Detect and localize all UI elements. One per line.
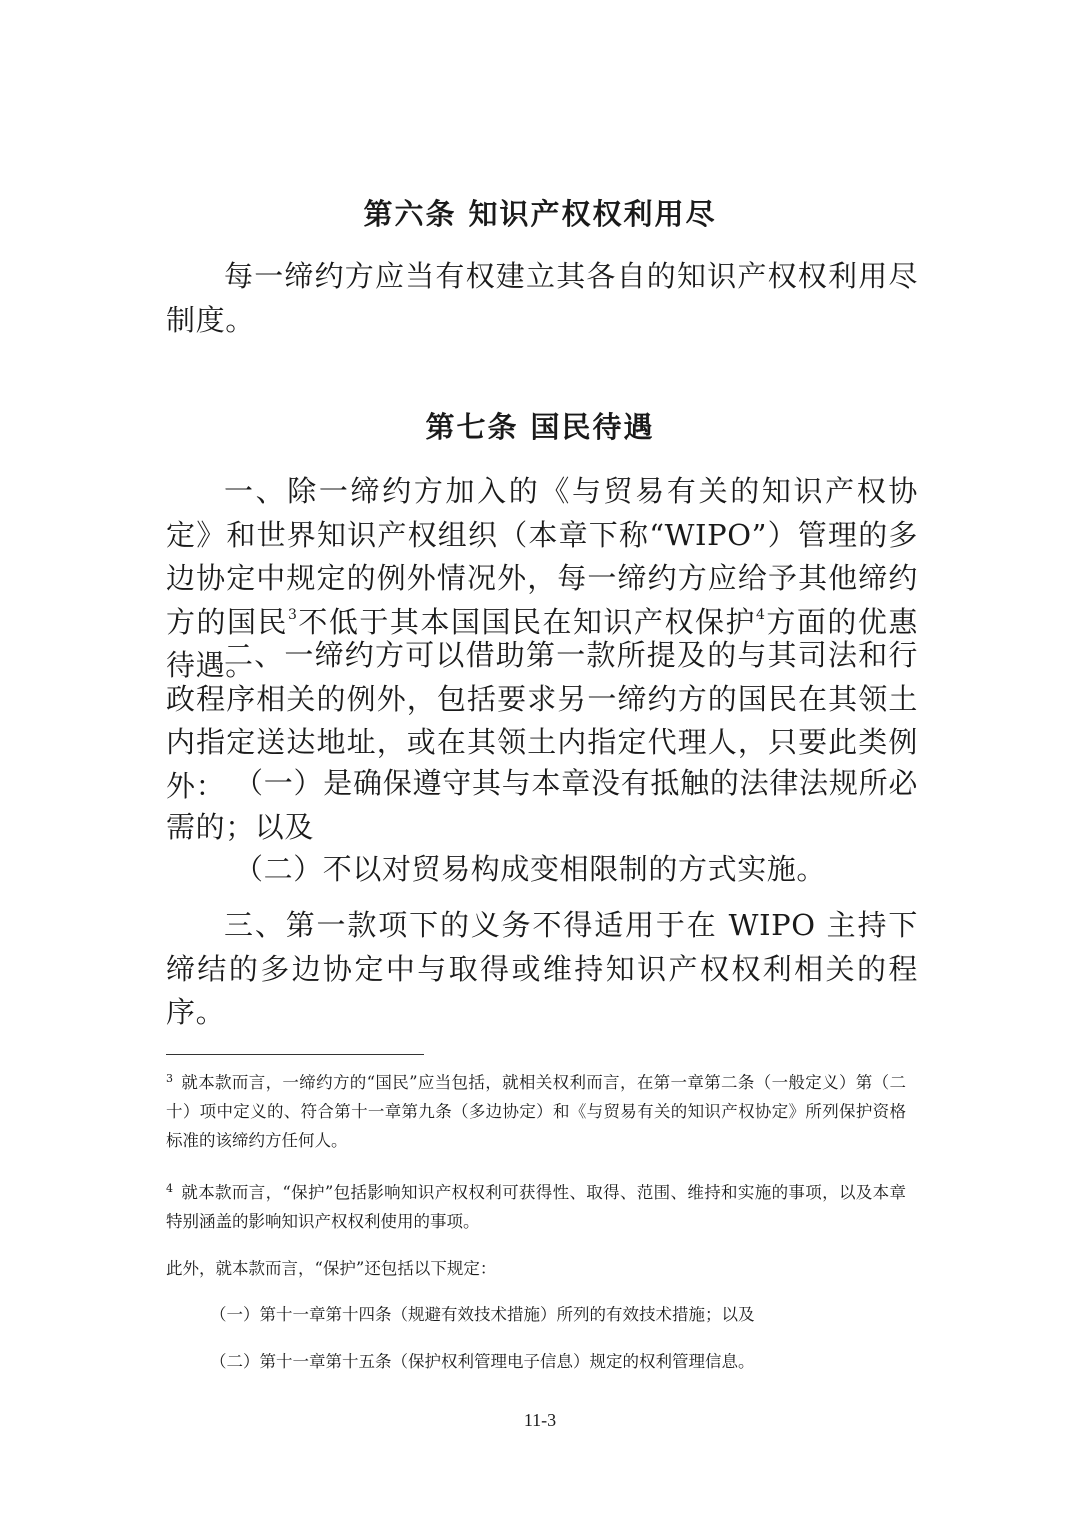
- article-7-item-2: （二）不以对贸易构成变相限制的方式实施。: [234, 852, 827, 886]
- footnote-4-item-2: （二）第十一章第十五条（保护权利管理电子信息）规定的权利管理信息。: [210, 1352, 755, 1371]
- footnote-4-continuation: 此外，就本款而言，“保护”还包括以下规定：: [166, 1259, 497, 1278]
- article-7-paragraph-3: 三、第一款项下的义务不得适用于在 WIPO 主持下缔结的多边协定中与取得或维持知识产权权利相关的程序。: [166, 908, 918, 1029]
- footnote-4-marker: 4: [166, 1181, 173, 1195]
- footnote-4-item-1: （一）第十一章第十四条（规避有效技术措施）所列的有效技术措施；以及: [210, 1305, 755, 1324]
- footnote-3-marker: 3: [166, 1071, 173, 1085]
- footnote-3-text: 就本款而言，一缔约方的“国民”应当包括，就相关权利而言，在第一章第二条（一般定义）第（二十）项中定义的、符合第十一章第九条（多边协定）和《与贸易有关的知识产权协定》所列保护资格标准的该缔约方任何人。: [166, 1073, 906, 1150]
- footnote-4-text: 就本款而言，“保护”包括影响知识产权权利可获得性、取得、范围、维持和实施的事项，以及本章特别涵盖的影响知识产权权利使用的事项。: [166, 1183, 906, 1231]
- paragraph-1-text-b: 不低于其本国国民在知识产权保护: [297, 604, 756, 639]
- paragraph-1-text-c: 方面的优惠待遇。: [166, 604, 918, 682]
- footnote-4: [166, 1178, 906, 1236]
- article-6-heading: 第六条 知识产权权利用尽: [363, 197, 717, 231]
- paragraph-1-text-a: 一、除一缔约方加入的《与贸易有关的知识产权协定》和世界知识产权组织（本章下称“WIPO”）管理的多边协定中规定的例外情况外，每一缔约方应给予其他缔约方的国民: [166, 474, 918, 639]
- footnote-ref-3: 3: [288, 606, 298, 623]
- footnote-ref-4: 4: [755, 606, 766, 623]
- article-7-heading: 第七条 国民待遇: [425, 410, 655, 444]
- article-6-paragraph: 每一缔约方应当有权建立其各自的知识产权权利用尽制度。: [166, 259, 918, 337]
- page-number: 11-3: [523, 1410, 557, 1430]
- footnote-3: [166, 1068, 906, 1155]
- footnote-divider: [166, 1054, 424, 1055]
- article-7-paragraph-2: 二、一缔约方可以借助第一款所提及的与其司法和行政程序相关的例外，包括要求另一缔约方的国民在其领土内指定送达地址，或在其领土内指定代理人，只要此类例外：: [166, 638, 918, 803]
- article-7-item-1: （一）是确保遵守其与本章没有抵触的法律法规所必需的；以及: [166, 766, 918, 844]
